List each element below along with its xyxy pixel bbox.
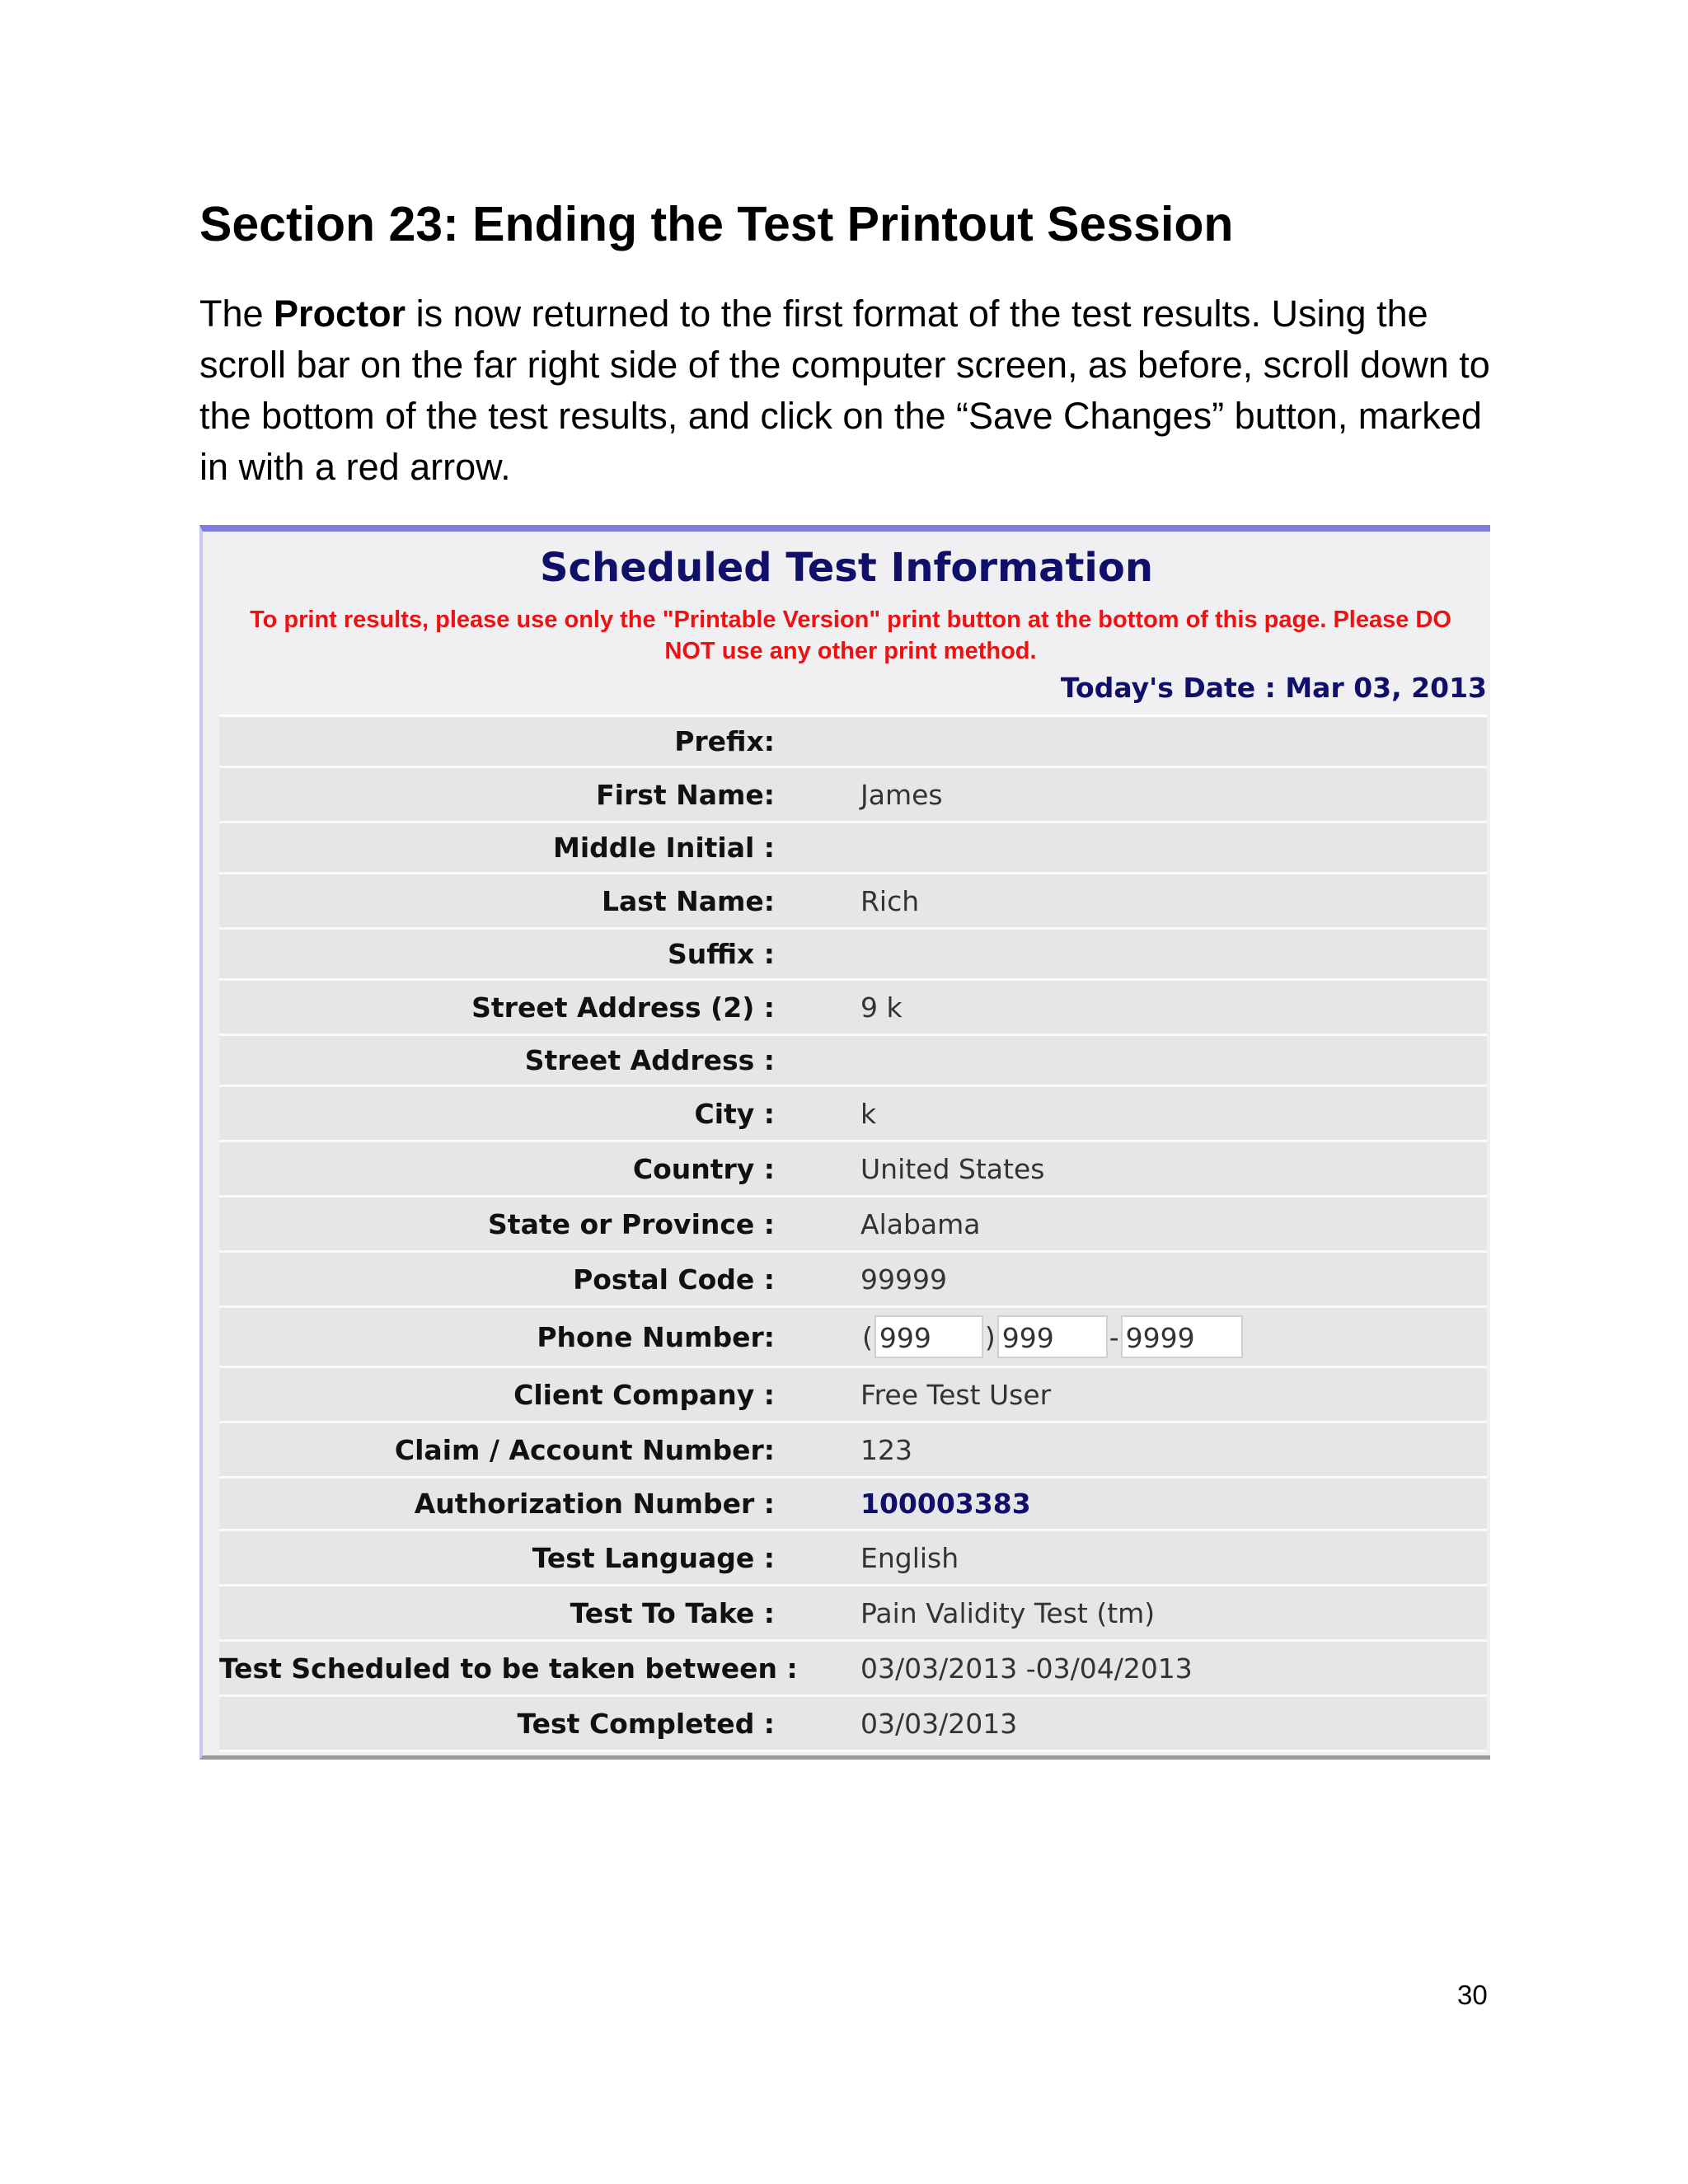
table-row — [219, 1197, 1487, 1253]
table-row — [219, 930, 1487, 981]
row-value-last-name: Rich — [860, 884, 920, 917]
row-label-postal-code: Postal Code : — [573, 1263, 775, 1296]
intro-prefix: The — [199, 293, 274, 335]
table-row — [219, 1423, 1487, 1479]
table-row — [219, 1142, 1487, 1197]
table-row — [219, 1253, 1487, 1308]
phone-open-paren: ( — [862, 1320, 873, 1353]
row-value-street-address-2: 9 k — [860, 991, 903, 1024]
phone-line-field[interactable]: 9999 — [1121, 1315, 1243, 1358]
row-value-client-company: Free Test User — [860, 1378, 1052, 1411]
row-label-prefix: Prefix: — [674, 725, 775, 757]
row-value-test-scheduled: 03/03/2013 -03/04/2013 — [860, 1652, 1193, 1685]
table-row — [219, 1308, 1487, 1368]
intro-paragraph — [199, 288, 1502, 493]
row-label-country: Country : — [632, 1152, 775, 1185]
row-label-first-name: First Name: — [596, 778, 775, 811]
table-row — [219, 1531, 1487, 1586]
row-value-test-completed: 03/03/2013 — [860, 1707, 1018, 1740]
phone-dash: - — [1109, 1320, 1119, 1353]
intro-bold-term: Proctor — [274, 293, 406, 335]
authorization-number-link[interactable]: 100003383 — [860, 1488, 1031, 1520]
row-label-suffix: Suffix : — [667, 938, 775, 970]
phone-close-paren: ) — [984, 1320, 996, 1353]
table-row — [219, 1586, 1487, 1642]
row-label-test-to-take: Test To Take : — [570, 1596, 775, 1629]
row-value-first-name: James — [860, 778, 943, 811]
print-notice: To print results, please use only the "Printable Version" print button at the bottom of this page. Please DO NOT use any other print method. — [250, 607, 1451, 664]
phone-prefix-field[interactable]: 999 — [997, 1315, 1108, 1358]
table-row — [219, 1642, 1487, 1697]
row-label-street-address: Street Address : — [524, 1044, 775, 1076]
page-heading: Section 23: Ending the Test Printout Session — [199, 197, 1234, 251]
row-value-claim-account-number: 123 — [860, 1433, 912, 1466]
row-label-phone-number: Phone Number: — [537, 1320, 775, 1353]
scheduled-test-screenshot — [199, 525, 1490, 1760]
intro-rest: is now returned to the first format of the test results. Using the scroll bar on the far right side of the computer screen, as before, scroll down to the bottom of the test results, and click on the “Save Changes” button, marked in with a red arrow. — [199, 293, 1490, 488]
row-label-state-or-province: State or Province : — [488, 1207, 775, 1240]
info-table — [219, 715, 1487, 1752]
table-row — [219, 1087, 1487, 1142]
table-row — [219, 981, 1487, 1036]
row-label-test-scheduled: Test Scheduled to be taken between : — [219, 1652, 798, 1685]
screenshot-title: Scheduled Test Information — [539, 545, 1154, 591]
table-row — [219, 1036, 1487, 1087]
row-label-middle-initial: Middle Initial : — [552, 832, 775, 864]
row-value-test-language: English — [860, 1541, 959, 1574]
row-value-country: United States — [860, 1152, 1045, 1185]
phone-number-fields — [860, 1315, 1487, 1358]
row-value-city: k — [860, 1097, 877, 1130]
table-row — [219, 1697, 1487, 1752]
table-row — [219, 1479, 1487, 1531]
row-value-state-or-province: Alabama — [860, 1207, 981, 1240]
row-label-client-company: Client Company : — [513, 1378, 775, 1411]
row-label-claim-account-number: Claim / Account Number: — [394, 1433, 775, 1466]
row-value-postal-code: 99999 — [860, 1263, 947, 1296]
table-row — [219, 823, 1487, 874]
table-row — [219, 717, 1487, 768]
page-number: 30 — [1457, 1980, 1488, 2010]
phone-area-code-field[interactable]: 999 — [874, 1315, 983, 1358]
row-label-test-completed: Test Completed : — [517, 1707, 775, 1740]
todays-date: Today's Date : Mar 03, 2013 — [1060, 672, 1487, 704]
table-row — [219, 1368, 1487, 1423]
row-value-test-to-take: Pain Validity Test (tm) — [860, 1596, 1156, 1629]
row-label-city: City : — [694, 1097, 775, 1130]
table-row — [219, 768, 1487, 823]
row-label-street-address-2: Street Address (2) : — [471, 991, 775, 1024]
table-row — [219, 874, 1487, 930]
row-label-test-language: Test Language : — [532, 1541, 775, 1574]
row-label-last-name: Last Name: — [601, 884, 775, 917]
row-value-phone-number — [813, 1315, 1487, 1358]
row-label-authorization-number: Authorization Number : — [414, 1488, 775, 1520]
